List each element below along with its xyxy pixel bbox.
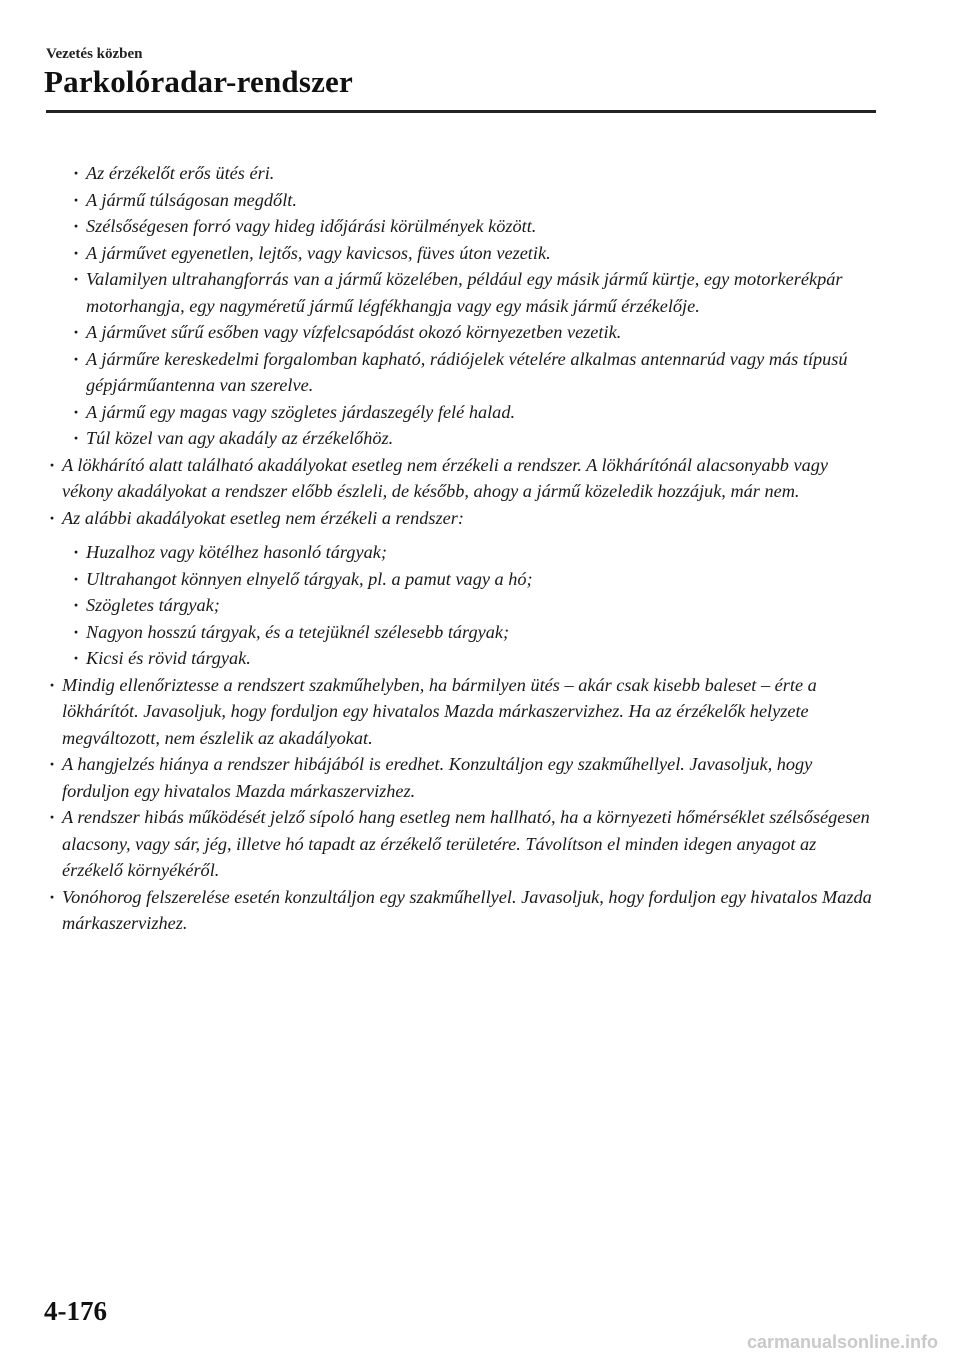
list-item: · A rendszer hibás működését jelző sípoló hang esetleg nem hallható, ha a környezeti hőmérséklet szélsőségesen alacsony, vagy sár, jég, illetve hó tapadt az érzékelő területére. Távolítson el minden idegen anyagot az érzékelő környékéről.: [46, 804, 878, 884]
section-label: Vezetés közben: [46, 46, 143, 62]
sub-list-item: · A járművet sűrű esőben vagy vízfelcsapódást okozó környezetben vezetik.: [70, 319, 878, 346]
bullet-list: [46, 160, 878, 937]
sub-list-item: · Kicsi és rövid tárgyak.: [70, 645, 878, 672]
sub-list-item: · A jármű túlságosan megdőlt.: [70, 187, 878, 214]
sub-list-item: · Huzalhoz vagy kötélhez hasonló tárgyak;: [70, 539, 878, 566]
sub-list-item: · A jármű egy magas vagy szögletes járdaszegély felé halad.: [70, 399, 878, 426]
list-item: · Vonóhorog felszerelése esetén konzultáljon egy szakműhellyel. Javasoljuk, hogy forduljon egy hivatalos Mazda márkaszervizhez.: [46, 884, 878, 937]
sub-list-item: · A járművet egyenetlen, lejtős, vagy kavicsos, füves úton vezetik.: [70, 240, 878, 267]
sub-list-item: · Az érzékelőt erős ütés éri.: [70, 160, 878, 187]
sub-list-item: · Ultrahangot könnyen elnyelő tárgyak, pl. a pamut vagy a hó;: [70, 566, 878, 593]
page-title: Parkolóradar-rendszer: [44, 64, 353, 99]
title-divider: [46, 110, 876, 113]
sub-list-item: · Nagyon hosszú tárgyak, és a tetejüknél szélesebb tárgyak;: [70, 619, 878, 646]
watermark-link[interactable]: carmanualsonline.info: [746, 1332, 938, 1352]
list-item: · A lökhárító alatt található akadályokat esetleg nem érzékeli a rendszer. A lökhárítónál alacsonyabb vagy vékony akadályokat a rendszer előbb észleli, de később, ahogy a jármű közeledik hozzájuk, már nem.: [46, 452, 878, 505]
list-item: · Mindig ellenőriztesse a rendszert szakműhelyben, ha bármilyen ütés – akár csak kisebb baleset – érte a lökhárítót. Javasoljuk, hogy forduljon egy hivatalos Mazda márkaszervizhez. Ha az érzékelők helyzete megváltozott, nem észlelik az akadályokat.: [46, 672, 878, 752]
sub-list-item: · Szögletes tárgyak;: [70, 592, 878, 619]
sub-list-item: · Valamilyen ultrahangforrás van a jármű közelében, például egy másik jármű kürtje, egy motorkerékpár motorhangja, egy nagyméretű jármű légfékhangja vagy egy másik jármű érzékelője.: [70, 266, 878, 319]
body-content: [46, 160, 878, 937]
list-item: · A hangjelzés hiánya a rendszer hibájából is eredhet. Konzultáljon egy szakműhellyel. Javasoljuk, hogy forduljon egy hivatalos Mazda márkaszervizhez.: [46, 751, 878, 804]
sub-list-item: · A járműre kereskedelmi forgalomban kapható, rádiójelek vételére alkalmas antennarúd vagy más típusú gépjárműantenna van szerelve.: [70, 346, 878, 399]
page-number: 4-176: [44, 1296, 107, 1326]
sub-list-item: · Túl közel van agy akadály az érzékelőhöz.: [70, 425, 878, 452]
sub-list-item: · Szélsőségesen forró vagy hideg időjárási körülmények között.: [70, 213, 878, 240]
list-item: · Az alábbi akadályokat esetleg nem érzékeli a rendszer:: [46, 505, 878, 532]
